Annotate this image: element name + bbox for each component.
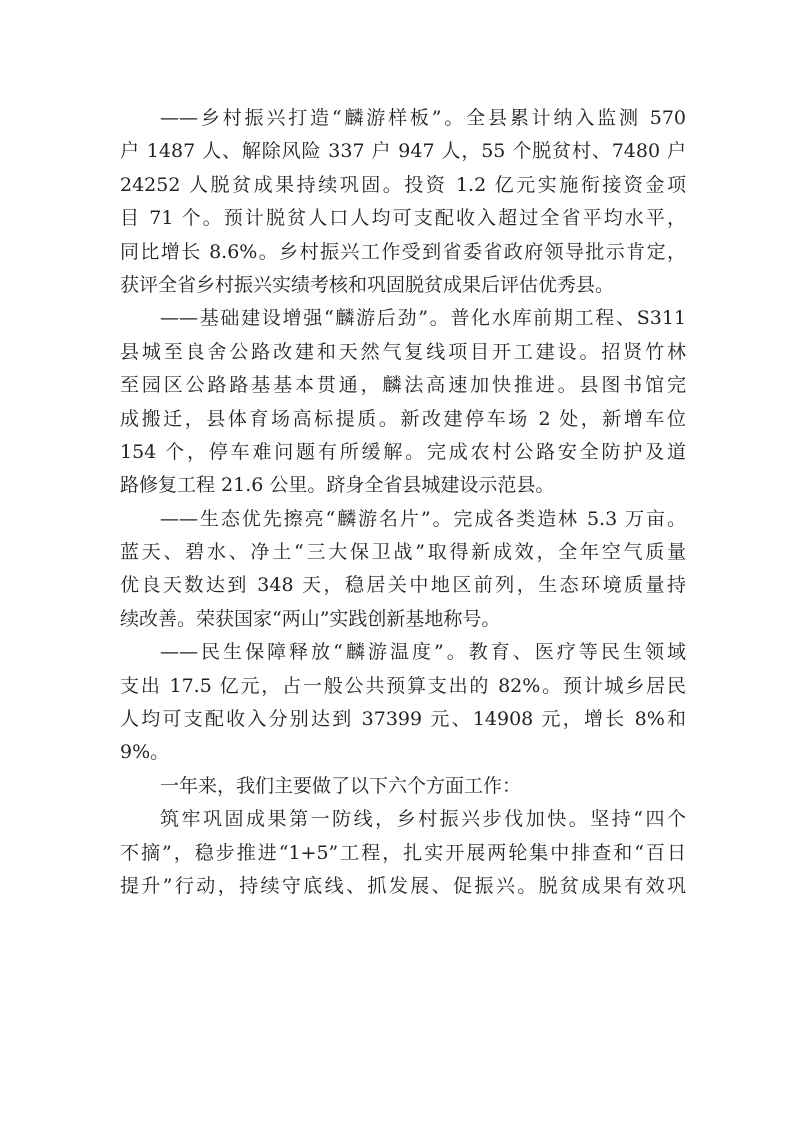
text-line: ——民生保障释放“麟游温度”。教育、医疗等民生领域 (160, 641, 686, 664)
text-line: 优良天数达到 348 天，稳居关中地区前列，生态环境质量持 (120, 574, 686, 597)
text-line: 筑牢巩固成果第一防线，乡村振兴步伐加快。坚持“四个 (160, 808, 686, 831)
text-line: ——基础建设增强“麟游后劲”。普化水库前期工程、S311 (160, 307, 686, 330)
text-line: 路修复工程 21.6 公里。跻身全省县城建设示范县。 (120, 474, 555, 497)
text-line: 提升”行动，持续守底线、抓发展、促振兴。脱贫成果有效巩 (120, 874, 686, 897)
text-line: 目 71 个。预计脱贫人口人均可支配收入超过全省平均水平， (120, 207, 686, 230)
text-line: 获评全省乡村振兴实绩考核和巩固脱贫成果后评估优秀县。 (120, 273, 615, 296)
text-line: 一年来，我们主要做了以下六个方面工作： (160, 774, 522, 797)
text-line: 县城至良舍公路改建和天然气复线项目开工建设。招贤竹林 (120, 340, 686, 363)
text-line: 同比增长 8.6%。乡村振兴工作受到省委省政府领导批示肯定， (120, 240, 686, 263)
text-line: 9%。 (120, 741, 170, 764)
document-body (120, 102, 686, 903)
text-line: 24252 人脱贫成果持续巩固。投资 1.2 亿元实施衔接资金项 (120, 173, 686, 196)
text-line: 人均可支配收入分别达到 37399 元、14908 元，增长 8%和 (120, 708, 686, 731)
text-line: 154 个，停车难问题有所缓解。完成农村公路安全防护及道 (120, 440, 686, 463)
text-line: ——生态优先擦亮“麟游名片”。完成各类造林 5.3 万亩。 (160, 507, 686, 530)
text-line: 不摘”，稳步推进“1+5”工程，扎实开展两轮集中排查和“百日 (120, 841, 686, 864)
text-line: ——乡村振兴打造“麟游样板”。全县累计纳入监测 570 (160, 107, 686, 129)
text-line: 续改善。荣获国家“两山”实践创新基地称号。 (120, 607, 501, 630)
text-line: 支出 17.5 亿元，占一般公共预算支出的 82%。预计城乡居民 (120, 674, 686, 697)
text-line: 蓝天、碧水、净土“三大保卫战”取得新成效，全年空气质量 (120, 541, 686, 564)
text-line: 户 1487 人、解除风险 337 户 947 人，55 个脱贫村、7480 户 (120, 140, 686, 163)
text-line: 至园区公路路基基本贯通，麟法高速加快推进。县图书馆完 (120, 374, 686, 397)
text-line: 成搬迁，县体育场高标提质。新改建停车场 2 处，新增车位 (120, 407, 686, 430)
